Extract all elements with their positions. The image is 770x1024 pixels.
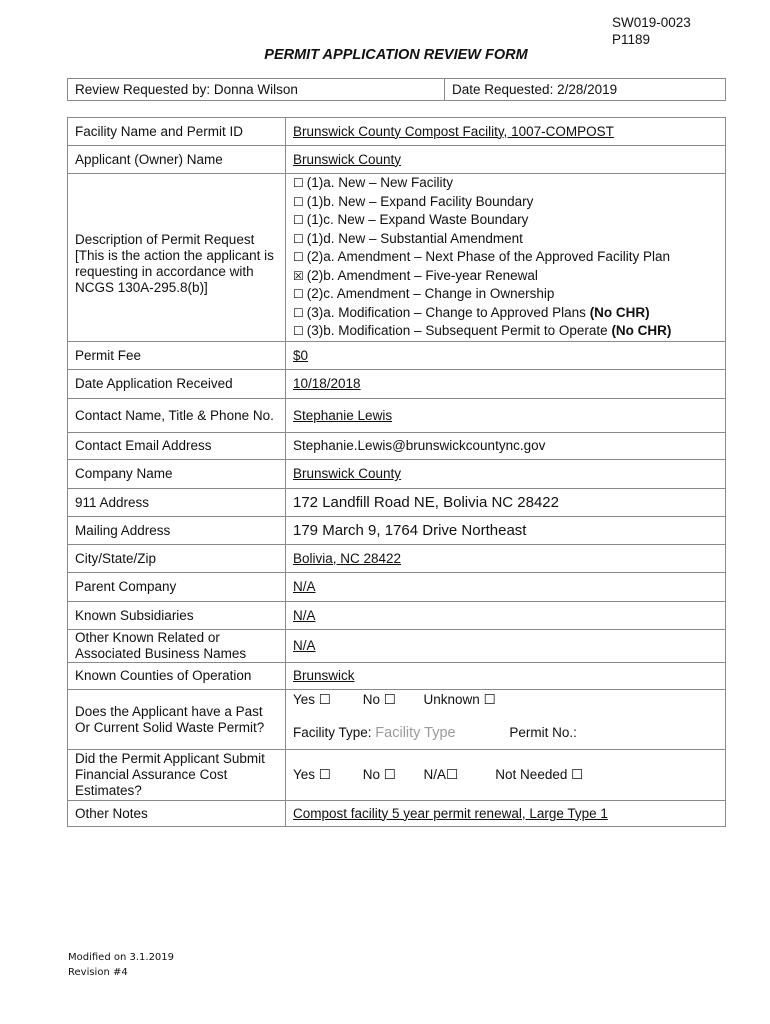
row-notes (68, 801, 726, 827)
page-code: P1189 (612, 32, 651, 47)
review-request-table (67, 78, 726, 101)
parent-value: N/A (286, 573, 726, 602)
row-counties (68, 663, 726, 690)
company-value: Brunswick County (286, 460, 726, 489)
option-text: (1)c. New – Expand Waste Boundary (306, 212, 529, 228)
subsidiaries-label: Known Subsidiaries (68, 602, 286, 630)
row-company (68, 460, 726, 489)
no-chr-note: (No CHR) (589, 304, 650, 320)
permit-fee-value: $0 (286, 342, 726, 370)
checkbox-icon[interactable]: ☐ (293, 176, 304, 191)
notes-value: Compost facility 5 year permit renewal, Large Type 1 (286, 801, 726, 827)
facility-type-line (293, 725, 718, 741)
option-text: (2)c. Amendment – Change in Ownership (306, 286, 555, 302)
permit-request-option[interactable] (293, 193, 718, 212)
email-label: Contact Email Address (68, 433, 286, 460)
permit-request-checklist (293, 174, 718, 341)
mailing-value: 179 March 9, 1764 Drive Northeast (286, 517, 726, 545)
mailing-label: Mailing Address (68, 517, 286, 545)
checked-box-icon[interactable]: ☒ (293, 268, 304, 283)
form-title: PERMIT APPLICATION REVIEW FORM (264, 47, 528, 63)
permit-request-option[interactable] (293, 285, 718, 304)
description-options (286, 174, 726, 342)
address911-label: 911 Address (68, 489, 286, 517)
footer-revision: Revision #4 (68, 967, 128, 978)
option-text: (2)a. Amendment – Next Phase of the Approved Facility Plan (306, 249, 670, 265)
row-financial (68, 750, 726, 801)
footer-modified: Modified on 3.1.2019 (68, 952, 175, 963)
checkbox-icon[interactable]: ☐ (293, 305, 304, 320)
row-email (68, 433, 726, 460)
row-mailing (68, 517, 726, 545)
document-id: SW019-0023 (612, 15, 691, 30)
permit-request-option[interactable] (293, 174, 718, 193)
permit-request-option[interactable] (293, 248, 718, 267)
financial-options (286, 750, 726, 801)
permit-request-option[interactable] (293, 322, 718, 341)
facility-type-label: Facility Type: (293, 725, 372, 740)
company-label: Company Name (68, 460, 286, 489)
facility-value: Brunswick County Compost Facility, 1007-COMPOST (286, 118, 726, 146)
row-past-permit (68, 690, 726, 750)
form-title-wrap (0, 47, 770, 63)
option-text: (1)d. New – Substantial Amendment (306, 230, 523, 246)
related-label: Other Known Related or Associated Business Names (68, 630, 286, 663)
contact-label: Contact Name, Title & Phone No. (68, 399, 286, 433)
row-contact (68, 399, 726, 433)
option-text: (1)a. New – New Facility (306, 175, 454, 191)
row-city (68, 545, 726, 573)
permit-fee-label: Permit Fee (68, 342, 286, 370)
financial-yes[interactable]: Yes ☐ (293, 767, 331, 782)
review-request-row (68, 79, 726, 101)
permit-request-option[interactable] (293, 304, 718, 323)
permit-request-option[interactable] (293, 267, 718, 286)
facility-type-field[interactable]: Facility Type (375, 725, 456, 741)
row-applicant (68, 146, 726, 174)
past-permit-choices (293, 692, 718, 708)
row-subsidiaries (68, 602, 726, 630)
row-related (68, 630, 726, 663)
parent-label: Parent Company (68, 573, 286, 602)
row-facility (68, 118, 726, 146)
address911-value: 172 Landfill Road NE, Bolivia NC 28422 (286, 489, 726, 517)
applicant-value: Brunswick County (286, 146, 726, 174)
row-date-received (68, 370, 726, 399)
past-permit-no[interactable]: No ☐ (362, 692, 396, 707)
city-value: Bolivia, NC 28422 (286, 545, 726, 573)
financial-label: Did the Permit Applicant Submit Financial Assurance Cost Estimates? (68, 750, 286, 801)
row-description (68, 174, 726, 342)
contact-value: Stephanie Lewis (286, 399, 726, 433)
financial-na[interactable]: N/A☐ (423, 767, 459, 782)
option-text: (2)b. Amendment – Five-year Renewal (306, 267, 538, 283)
row-parent (68, 573, 726, 602)
financial-not-needed[interactable]: Not Needed ☐ (495, 767, 584, 782)
description-label: Description of Permit Request [This is the action the applicant is requesting in accordance with NCGS 130A-295.8(b)] (68, 174, 286, 342)
counties-value: Brunswick (286, 663, 726, 690)
permit-details-table (67, 117, 726, 827)
counties-label: Known Counties of Operation (68, 663, 286, 690)
past-permit-unknown[interactable]: Unknown ☐ (423, 692, 496, 707)
checkbox-icon[interactable]: ☐ (293, 213, 304, 228)
checkbox-icon[interactable]: ☐ (293, 231, 304, 246)
notes-label: Other Notes (68, 801, 286, 827)
related-value: N/A (286, 630, 726, 663)
option-text: (3)a. Modification – Change to Approved Plans (306, 304, 590, 320)
past-permit-yes[interactable]: Yes ☐ (293, 692, 331, 707)
permit-no-label: Permit No.: (509, 725, 577, 740)
option-text: (1)b. New – Expand Facility Boundary (306, 193, 534, 209)
date-requested: Date Requested: 2/28/2019 (445, 79, 726, 101)
permit-request-option[interactable] (293, 211, 718, 230)
checkbox-icon[interactable]: ☐ (293, 287, 304, 302)
date-received-label: Date Application Received (68, 370, 286, 399)
date-received-value: 10/18/2018 (286, 370, 726, 399)
facility-label: Facility Name and Permit ID (68, 118, 286, 146)
financial-no[interactable]: No ☐ (362, 767, 396, 782)
footer (68, 950, 174, 980)
checkbox-icon[interactable]: ☐ (293, 324, 304, 339)
permit-request-option[interactable] (293, 230, 718, 249)
checkbox-icon[interactable]: ☐ (293, 250, 304, 265)
document-reference (612, 14, 691, 48)
past-permit-options (286, 690, 726, 750)
applicant-label: Applicant (Owner) Name (68, 146, 286, 174)
row-911-address (68, 489, 726, 517)
subsidiaries-value: N/A (286, 602, 726, 630)
past-permit-label: Does the Applicant have a Past Or Current Solid Waste Permit? (68, 690, 286, 750)
no-chr-note: (No CHR) (611, 323, 672, 339)
review-requested-by: Review Requested by: Donna Wilson (68, 79, 445, 101)
row-permit-fee (68, 342, 726, 370)
city-label: City/State/Zip (68, 545, 286, 573)
checkbox-icon[interactable]: ☐ (293, 194, 304, 209)
option-text: (3)b. Modification – Subsequent Permit to Operate (306, 323, 612, 339)
email-value: Stephanie.Lewis@brunswickcountync.gov (286, 433, 726, 460)
